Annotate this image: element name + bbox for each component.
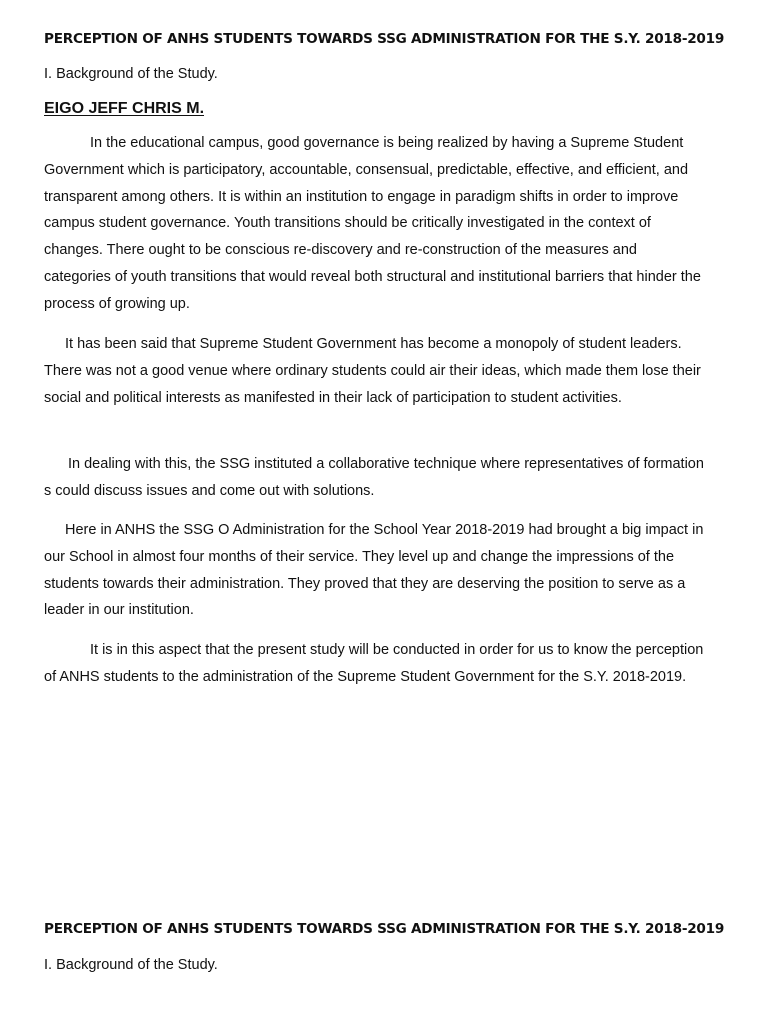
paragraph-5: It is in this aspect that the present study will be conducted in order for us to know the perception of ANHS students to the administration of the Supreme Student Government for the S.Y. 2018-2019. — [44, 642, 704, 685]
section-heading: I. Background of the Study. — [44, 66, 218, 82]
paragraph-2: It has been said that Supreme Student Government has become a monopoly of student leaders. There was not a good venue where ordinary students could air their ideas, which made them lose their social and political interests as manifested in their lack of participation to student activities. — [44, 336, 701, 406]
paragraph-4: Here in ANHS the SSG O Administration for the School Year 2018-2019 had brought a big impact in our School in almost four months of their service. They level up and change the impressions of the students towards their administration. They proved that they are deserving the position to serve as a leader in our institution. — [44, 522, 704, 619]
paragraph-3: In dealing with this, the SSG instituted a collaborative technique where representatives of formation s could discuss issues and come out with solutions. — [44, 456, 704, 499]
next-page-title: PERCEPTION OF ANHS STUDENTS TOWARDS SSG ADMINISTRATION FOR THE S.Y. 2018-2019 — [44, 921, 725, 937]
document-title: PERCEPTION OF ANHS STUDENTS TOWARDS SSG ADMINISTRATION FOR THE S.Y. 2018-2019 — [44, 31, 725, 47]
next-page-section-heading: I. Background of the Study. — [44, 957, 218, 973]
author-name: EIGO JEFF CHRIS M. — [44, 100, 205, 117]
paragraph-1: In the educational campus, good governance is being realized by having a Supreme Student Government which is participatory, accountable, consensual, predictable, effective, and efficient, and transparent among others. It is within an institution to engage in paradigm shifts in order to improve campus student governance. Youth transitions should be critically investigated in the context of changes. There ought to be conscious re-discovery and re-construction of the measures and categories of youth transitions that would reveal both structural and institutional barriers that hinder the process of growing up. — [44, 135, 701, 312]
